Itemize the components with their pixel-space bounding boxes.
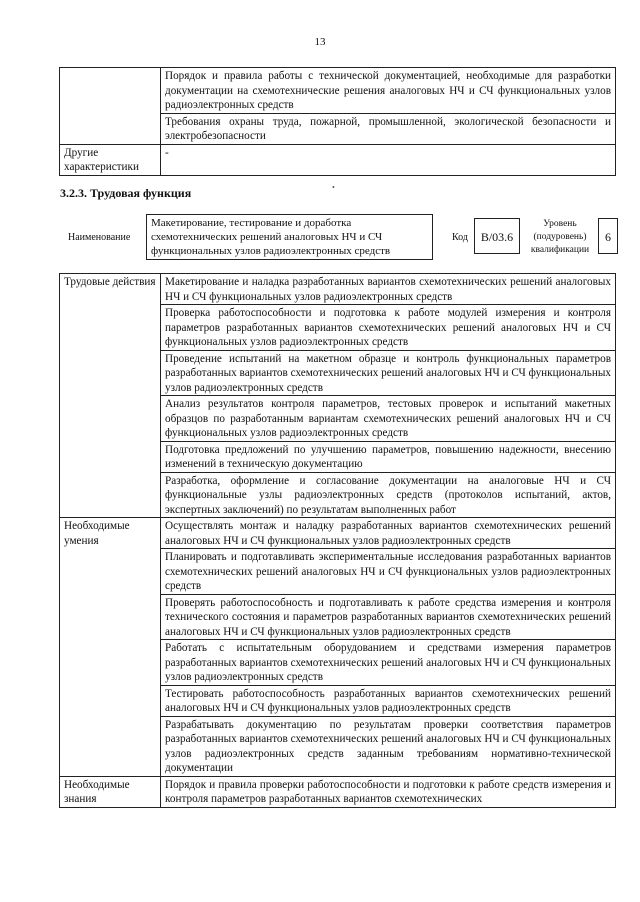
group-label-actions: Трудовые действия bbox=[60, 274, 161, 518]
table-cell: Разработка, оформление и согласование документации на аналоговые НЧ и СЧ функциональные узлы радиоэлектронных средств (протоколов испытаний, актов, экспертных заключений) по результатам выполненных работ bbox=[161, 472, 616, 518]
continuation-label-cell bbox=[60, 68, 161, 145]
table-cell: Подготовка предложений по улучшению параметров, повышению надежности, внесению изменений в техническую документацию bbox=[161, 441, 616, 472]
table-cell: Порядок и правила проверки работоспособности и подготовки к работе средств измерения и контроля параметров разработанных вариантов схемотехнических bbox=[161, 776, 616, 807]
table-cell: Порядок и правила работы с технической документацией, необходимые для разработки документации на схемотехнические решения аналоговых НЧ и СЧ функциональных узлов радиоэлектронных средств bbox=[161, 68, 616, 114]
table-row bbox=[60, 518, 616, 549]
group-label-skills: Необходимые умения bbox=[60, 518, 161, 777]
table-cell: Тестировать работоспособность разработанных вариантов схемотехнических решений аналоговых НЧ и СЧ функциональных узлов радиоэлектронных средств bbox=[161, 685, 616, 716]
other-characteristics-value: - bbox=[161, 144, 616, 175]
table-cell: Требования охраны труда, пожарной, промышленной, экологической безопасности и электробезопасности bbox=[161, 113, 616, 144]
table-cell: Анализ результатов контроля параметров, тестовых проверок и испытаний макетных образцов по разработанным вариантам схемотехнических решений аналоговых НЧ и СЧ функциональных узлов радиоэлектронных средств bbox=[161, 396, 616, 442]
table-cell: Проверка работоспособности и подготовка к работе модулей измерения и контроля параметров разработанных вариантов схемотехнических решений аналоговых НЧ и СЧ функциональных узлов радиоэлектронных средств bbox=[161, 305, 616, 351]
page-number: 13 bbox=[314, 36, 326, 48]
table-cell: Планировать и подготавливать экспериментальные исследования разработанных вариантов схемотехнических решений аналоговых НЧ и СЧ функциональных узлов радиоэлектронных средств bbox=[161, 549, 616, 595]
table-cell: Проверять работоспособность и подготавливать к работе средства измерения и контроля технического состояния и параметров разработанных вариантов схемотехнических решений аналоговых НЧ и СЧ функциональных узлов радиоэлектронных средств bbox=[161, 594, 616, 640]
function-code-box: B/03.6 bbox=[474, 218, 520, 254]
function-name-box: Макетирование, тестирование и доработка схемотехнических решений аналоговых НЧ и СЧ функциональных узлов радиоэлектронных средств bbox=[146, 214, 433, 260]
code-label: Код bbox=[452, 232, 468, 243]
labor-function-header bbox=[60, 214, 618, 260]
table-cell: Макетирование и наладка разработанных вариантов схемотехнических решений аналоговых НЧ и СЧ функциональных узлов радиоэлектронных средств bbox=[161, 274, 616, 305]
qualification-level-label: Уровень (подуровень) квалификации bbox=[530, 219, 590, 255]
continuation-table bbox=[59, 67, 616, 176]
qualification-level-box: 6 bbox=[598, 218, 618, 254]
table-cell: Разрабатывать документацию по результатам проверки соответствия параметров разработанных вариантов схемотехнических решений аналоговых НЧ и СЧ функциональных узлов радиоэлектронных средств заданным требованиям нормативно-технической документации bbox=[161, 716, 616, 776]
table-cell: Осуществлять монтаж и наладку разработанных вариантов схемотехнических решений аналоговых НЧ и СЧ функциональных узлов радиоэлектронных средств bbox=[161, 518, 616, 549]
other-characteristics-label: Другие характеристики bbox=[60, 144, 161, 175]
table-cell: Проведение испытаний на макетном образце и контроль функциональных параметров разработанных вариантов схемотехнических решений аналоговых НЧ и СЧ функциональных узлов радиоэлектронных средств bbox=[161, 350, 616, 396]
table-row bbox=[60, 274, 616, 305]
table-row bbox=[60, 68, 616, 114]
stray-dot: • bbox=[332, 183, 335, 192]
table-row bbox=[60, 776, 616, 807]
table-cell: Работать с испытательным оборудованием и средствами измерения параметров разработанных вариантов схемотехнических решений аналоговых НЧ и СЧ функциональных узлов радиоэлектронных средств bbox=[161, 640, 616, 686]
section-heading: 3.2.3. Трудовая функция bbox=[60, 186, 192, 200]
labor-function-table bbox=[59, 273, 616, 808]
name-label: Наименование bbox=[68, 232, 131, 243]
table-row bbox=[60, 144, 616, 175]
group-label-knowledge: Необходимые знания bbox=[60, 776, 161, 807]
